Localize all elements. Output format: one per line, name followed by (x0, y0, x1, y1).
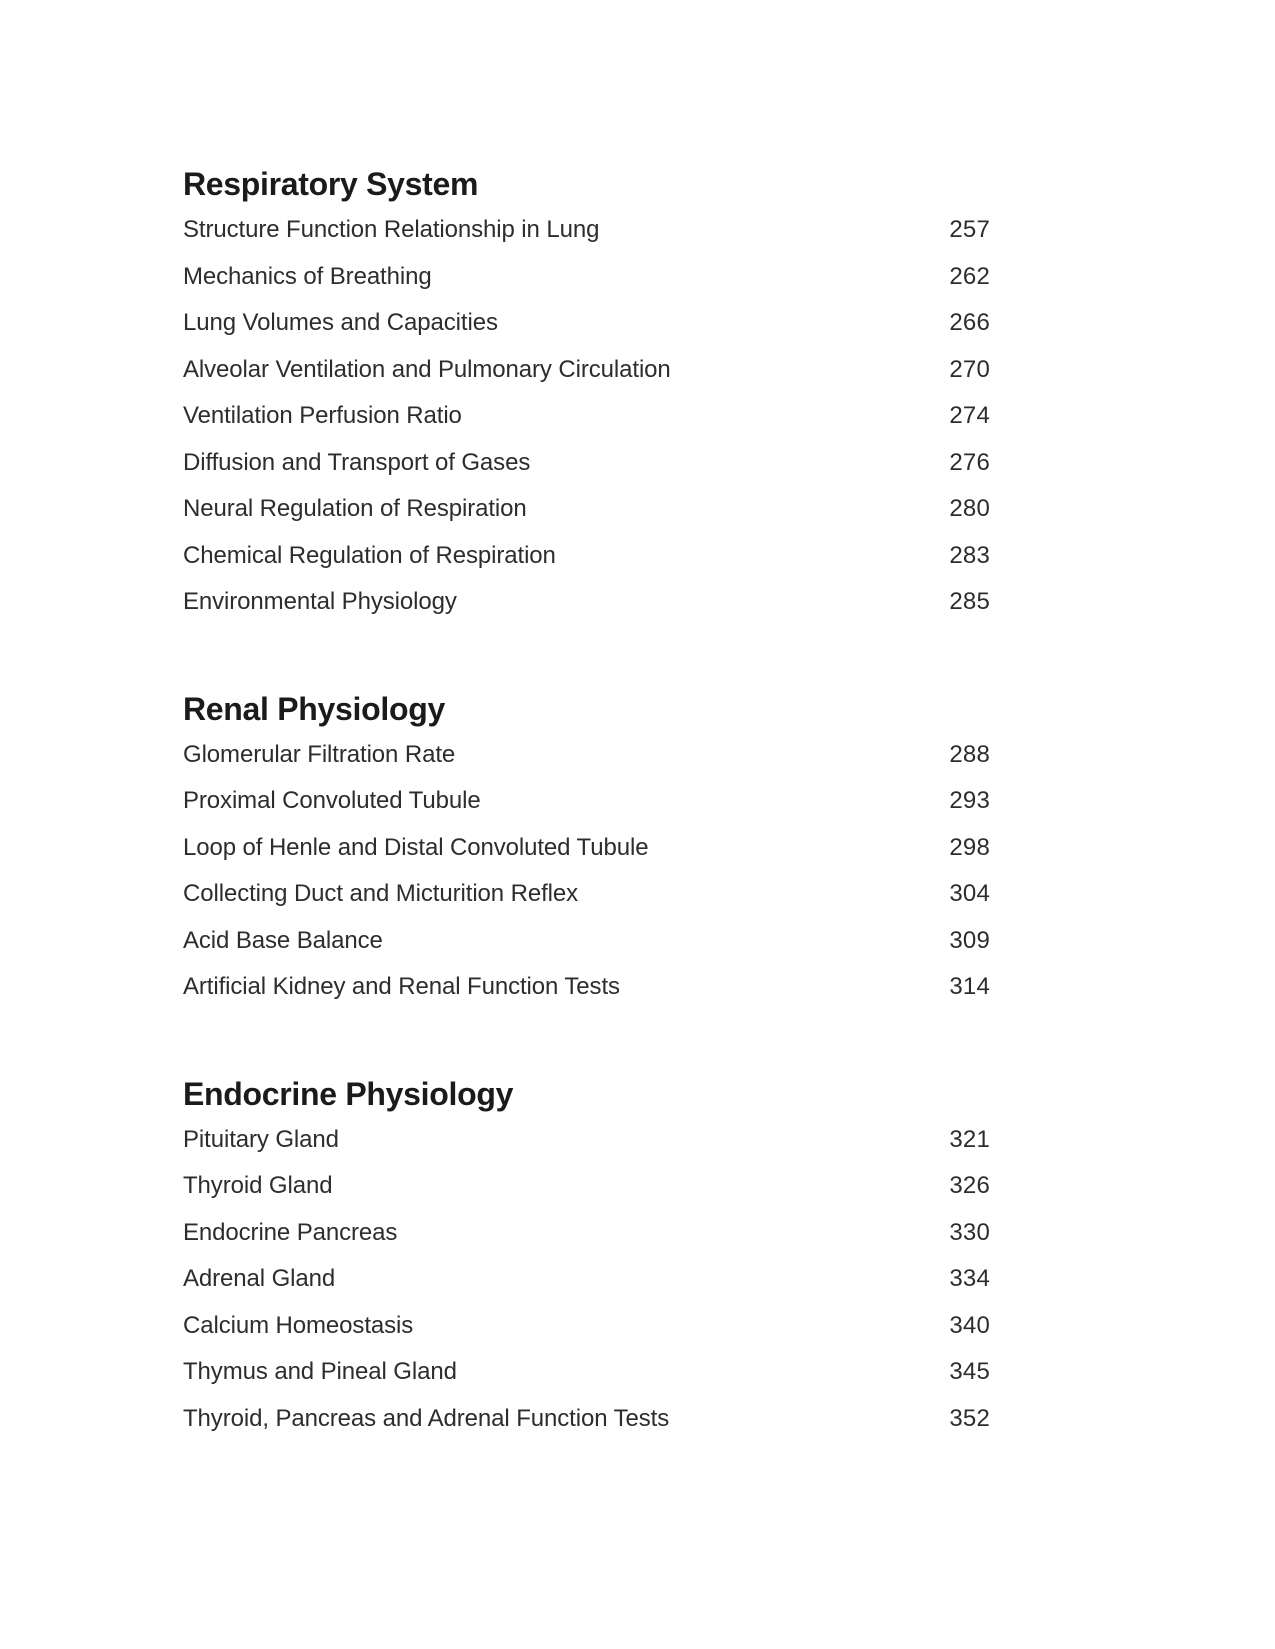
entry-title: Diffusion and Transport of Gases (183, 448, 531, 476)
entry-title: Chemical Regulation of Respiration (183, 541, 556, 569)
toc-entry (183, 1117, 990, 1164)
entry-page-number: 293 (949, 787, 990, 815)
entry-title: Collecting Duct and Micturition Reflex (183, 880, 579, 908)
toc-section-respiratory-system (183, 165, 990, 626)
entry-page-number: 326 (949, 1172, 990, 1200)
entry-page-number: 283 (949, 541, 990, 569)
entry-page-number: 257 (949, 216, 990, 244)
entry-page-number: 309 (949, 926, 990, 954)
entry-title: Adrenal Gland (183, 1265, 336, 1293)
entry-page-number: 274 (949, 402, 990, 430)
toc-entry (183, 207, 990, 254)
toc-entry-list (183, 207, 990, 626)
entry-title: Ventilation Perfusion Ratio (183, 402, 462, 430)
toc-entry (183, 778, 990, 825)
entry-title: Acid Base Balance (183, 926, 383, 954)
toc-entry (183, 347, 990, 394)
toc-entry (183, 579, 990, 626)
entry-title: Thymus and Pineal Gland (183, 1358, 457, 1386)
entry-page-number: 298 (949, 833, 990, 861)
entry-page-number: 352 (949, 1404, 990, 1432)
entry-page-number: 330 (949, 1218, 990, 1246)
entry-page-number: 340 (949, 1311, 990, 1339)
toc-entry (183, 732, 990, 779)
toc-section-renal-physiology (183, 690, 990, 1011)
entry-page-number: 345 (949, 1358, 990, 1386)
toc-entry (183, 254, 990, 301)
entry-title: Thyroid, Pancreas and Adrenal Function Tests (183, 1404, 670, 1432)
entry-title: Thyroid Gland (183, 1172, 333, 1200)
entry-title: Neural Regulation of Respiration (183, 495, 527, 523)
entry-title: Lung Volumes and Capacities (183, 309, 498, 337)
entry-page-number: 288 (949, 740, 990, 768)
entry-title: Endocrine Pancreas (183, 1218, 398, 1246)
toc-entry (183, 825, 990, 872)
toc-entry (183, 533, 990, 580)
entry-title: Alveolar Ventilation and Pulmonary Circulation (183, 355, 671, 383)
toc-entry (183, 1163, 990, 1210)
entry-page-number: 334 (949, 1265, 990, 1293)
entry-title: Glomerular Filtration Rate (183, 740, 456, 768)
entry-page-number: 266 (949, 309, 990, 337)
toc-entry (183, 1210, 990, 1257)
entry-page-number: 280 (949, 495, 990, 523)
toc-entry (183, 1349, 990, 1396)
entry-title: Proximal Convoluted Tubule (183, 787, 481, 815)
entry-page-number: 314 (949, 973, 990, 1001)
entry-page-number: 285 (949, 588, 990, 616)
entry-title: Pituitary Gland (183, 1125, 339, 1153)
entry-title: Loop of Henle and Distal Convoluted Tubule (183, 833, 649, 861)
toc-entry-list (183, 732, 990, 1011)
entry-title: Artificial Kidney and Renal Function Tests (183, 973, 620, 1001)
toc-section-endocrine-physiology (183, 1075, 990, 1443)
toc-entry (183, 871, 990, 918)
toc-entry (183, 964, 990, 1011)
toc-entry (183, 300, 990, 347)
entry-title: Structure Function Relationship in Lung (183, 216, 600, 244)
entry-title: Calcium Homeostasis (183, 1311, 414, 1339)
toc-entry (183, 440, 990, 487)
toc-entry (183, 1396, 990, 1443)
entry-title: Mechanics of Breathing (183, 262, 432, 290)
entry-page-number: 321 (949, 1125, 990, 1153)
toc-entry (183, 393, 990, 440)
toc-entry (183, 918, 990, 965)
toc-entry (183, 486, 990, 533)
section-heading: Respiratory System (183, 166, 479, 202)
toc-entry-list (183, 1117, 990, 1443)
entry-page-number: 270 (949, 355, 990, 383)
entry-page-number: 304 (949, 880, 990, 908)
entry-title: Environmental Physiology (183, 588, 457, 616)
toc-entry (183, 1303, 990, 1350)
toc-entry (183, 1256, 990, 1303)
section-heading: Renal Physiology (183, 690, 445, 727)
entry-page-number: 276 (949, 448, 990, 476)
entry-page-number: 262 (949, 262, 990, 290)
section-heading: Endocrine Physiology (183, 1075, 514, 1112)
